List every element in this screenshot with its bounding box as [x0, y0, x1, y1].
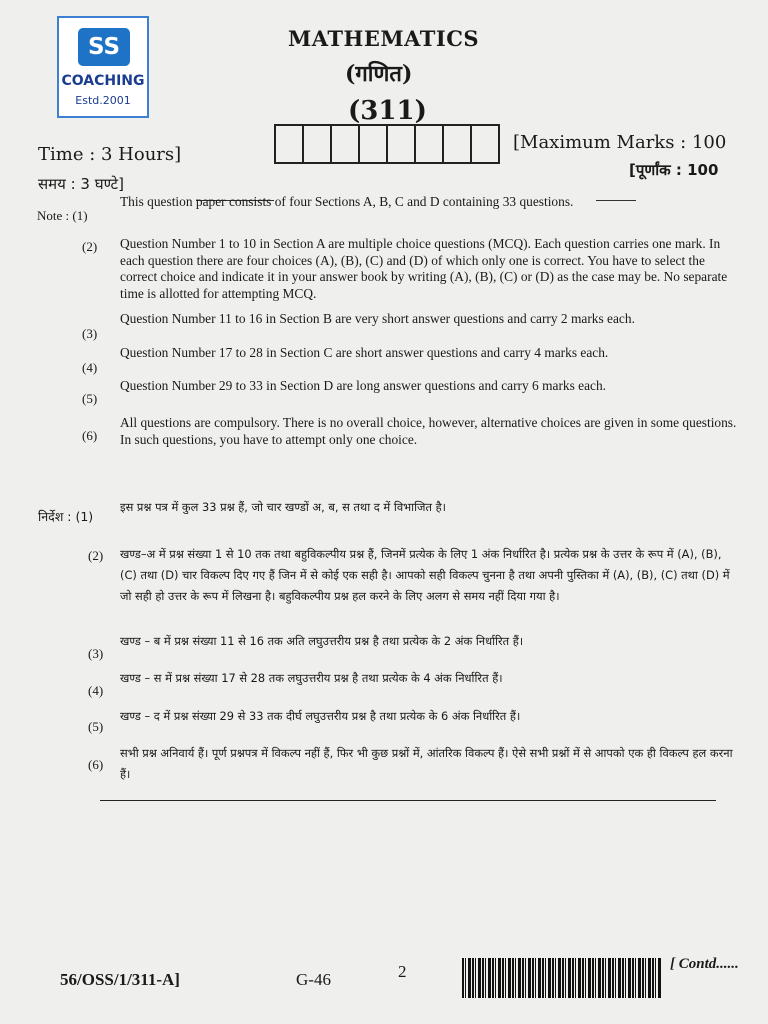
nirdesh-item-1: इस प्रश्न पत्र में कुल 33 प्रश्न हैं, जो चार खण्डों अ, ब, स तथा द में विभाजित है। [120, 500, 446, 514]
nirdesh-number: (2) [88, 548, 104, 563]
nirdesh-item-2: खण्ड–अ में प्रश्न संख्या 1 से 10 तक तथा बहुविकल्पीय प्रश्न हैं, जिनमें प्रत्येक के लिए 1 अंक निर्धारित है। प्रत्येक प्रश्न के उत्तर के रूप में (A), (B), (C) तथा (D) चार विकल्प दिए गए हैं जिन में से कोई एक सही है। आपको सही विकल्प चुनना है तथा अपनी पुस्तिका में (A), (B), (C) तथा (D) में जो सही हो उत्तर के रूप में लिखना है। बहुविकल्पीय प्रश्न हल करने के लिए अलग से समय नहीं दिया गया है। [120, 547, 730, 603]
time-english: Time : 3 Hours] [38, 144, 182, 165]
barcode [462, 958, 662, 998]
max-marks-english: [Maximum Marks : 100 [513, 132, 727, 153]
note-item-1: This question paper consists of four Sections A, B, C and D containing 33 questions. [120, 194, 574, 209]
paper-code: 56/OSS/1/311-A] [60, 970, 180, 989]
note-number: (4) [82, 360, 98, 375]
nirdesh-item-5: खण्ड – द में प्रश्न संख्या 29 से 33 तक दीर्घ लघुउत्तरीय प्रश्न है तथा प्रत्येक के 6 अंक निर्धारित हैं। [120, 709, 521, 723]
continued-marker: [ Contd...... [670, 956, 739, 972]
max-marks-hindi: [पूर्णांक : 100 [629, 161, 719, 179]
subject-title: MATHEMATICS [288, 26, 480, 51]
series-code: G-46 [296, 970, 331, 989]
roll-box [386, 124, 416, 164]
page-number: 2 [398, 962, 407, 981]
coaching-logo [57, 16, 149, 118]
nirdesh-number: (5) [88, 719, 104, 734]
nirdesh-number: (6) [88, 757, 104, 772]
logo-name: COACHING [61, 73, 145, 89]
roll-box [330, 124, 360, 164]
subject-code: (311) [348, 96, 427, 126]
time-hindi: समय : 3 घण्टे] [38, 175, 124, 193]
nirdesh-number: (3) [88, 646, 104, 661]
nirdesh-item-4: खण्ड – स में प्रश्न संख्या 17 से 28 तक लघुउत्तरीय प्रश्न है तथा प्रत्येक के 4 अंक निर्धारित हैं। [120, 671, 503, 685]
note-item-3: Question Number 11 to 16 in Section B are very short answer questions and carry 2 marks each. [120, 311, 635, 326]
note-label: Note : (1) [37, 208, 88, 223]
note-number: (2) [82, 239, 98, 254]
note-number: (5) [82, 391, 98, 406]
note-item-2: Question Number 1 to 10 in Section A are multiple choice questions (MCQ). Each question carries one mark. In each question there are four choices (A), (B), (C) and (D) of which only one is correct. You have to select the correct choice and indicate it in your answer book by writing (A), (B), (C) or (D) as the case may be. No separate time is allotted for attempting MCQ. [120, 236, 728, 301]
subject-title-hindi: (गणित) [345, 61, 413, 87]
nirdesh-item-3: खण्ड – ब में प्रश्न संख्या 11 से 16 तक अति लघुउत्तरीय प्रश्न है तथा प्रत्येक के 2 अंक निर्धारित हैं। [120, 634, 524, 648]
nirdesh-label: निर्देश : (1) [38, 509, 94, 524]
logo-badge: SS [78, 28, 130, 66]
roll-box [274, 124, 304, 164]
roll-box [302, 124, 332, 164]
note-number: (6) [82, 428, 98, 443]
nirdesh-number: (4) [88, 683, 104, 698]
nirdesh-item-6: सभी प्रश्न अनिवार्य हैं। पूर्ण प्रश्नपत्र में विकल्प नहीं हैं, फिर भी कुछ प्रश्नों में, आंतरिक विकल्प हैं। ऐसे सभी प्रश्नों में से आपको एक ही विकल्प हल करना हैं। [120, 746, 733, 781]
logo-established: Estd.2001 [75, 94, 131, 107]
roll-box [442, 124, 472, 164]
roll-box [414, 124, 444, 164]
note-item-5: Question Number 29 to 33 in Section D are long answer questions and carry 6 marks each. [120, 378, 607, 393]
roll-number-boxes [276, 124, 500, 164]
roll-box [358, 124, 388, 164]
roll-box [470, 124, 500, 164]
note-item-4: Question Number 17 to 28 in Section C are short answer questions and carry 4 marks each. [120, 345, 609, 360]
note-number: (3) [82, 326, 98, 341]
note-item-6: All questions are compulsory. There is no overall choice, however, alternative choices are given in some questions. In such questions, you have to attempt only one choice. [120, 415, 737, 447]
section-divider [100, 800, 716, 801]
